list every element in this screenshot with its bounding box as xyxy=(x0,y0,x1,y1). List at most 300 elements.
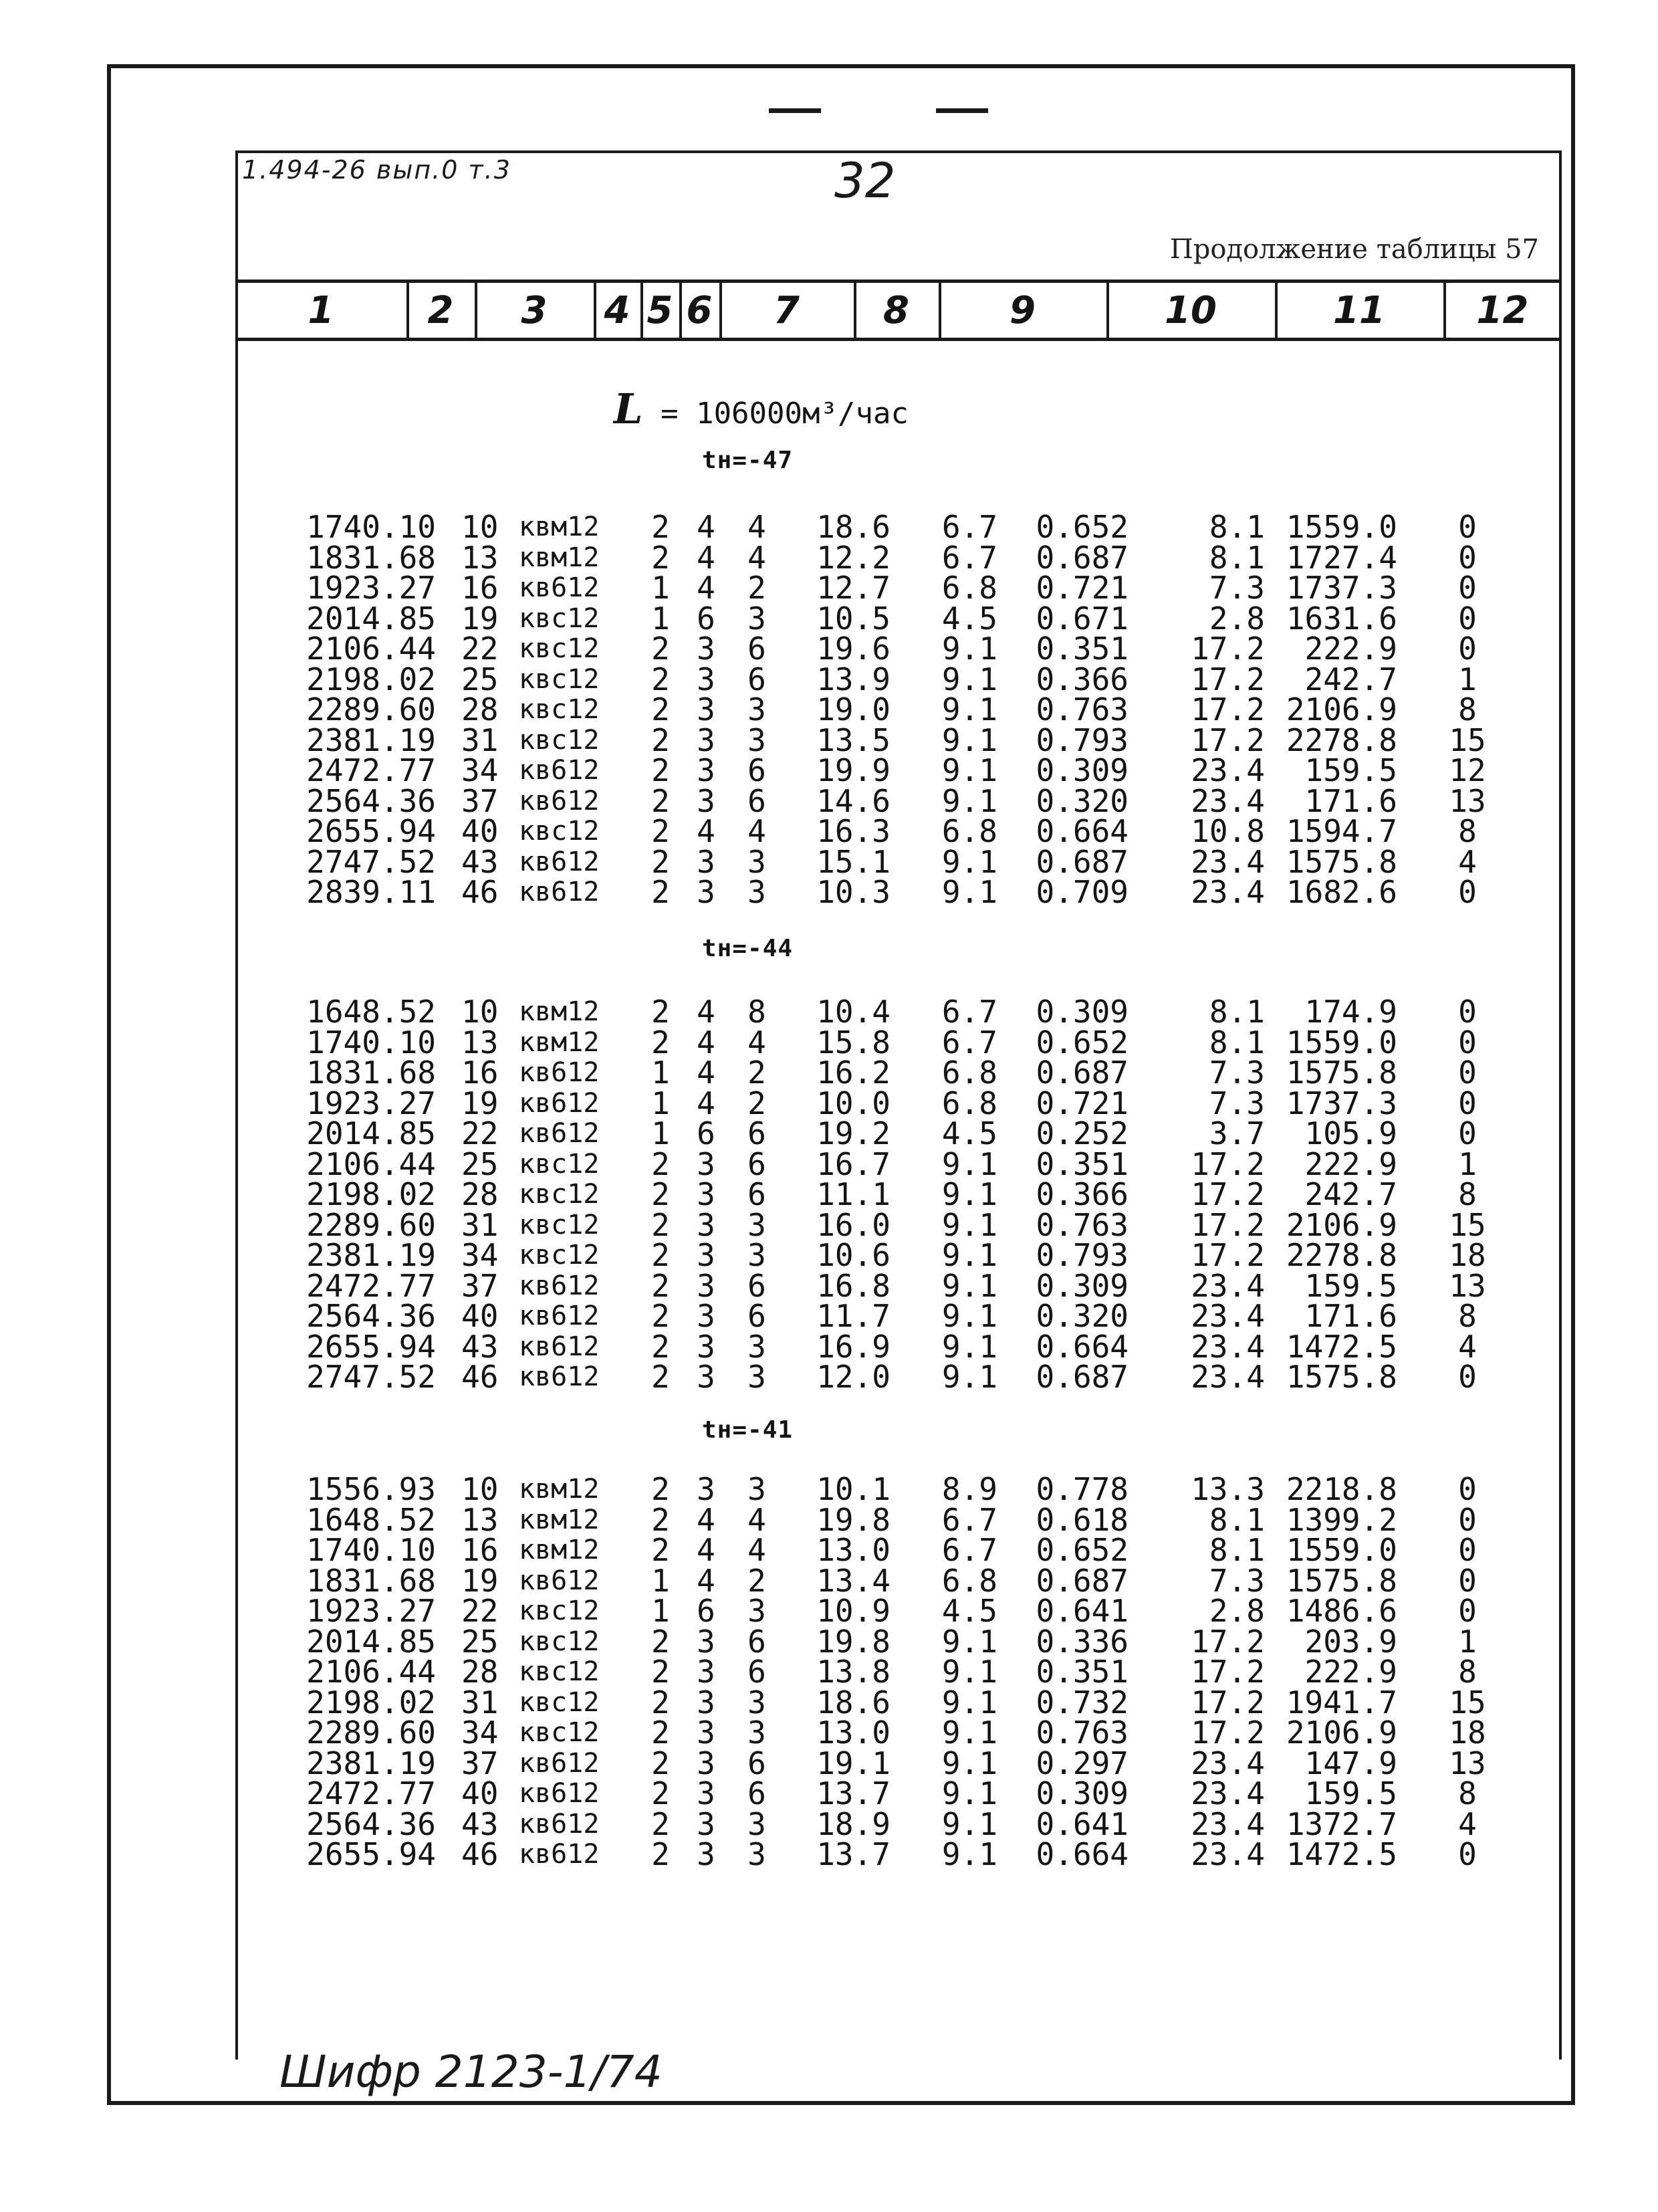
cell-col-8: 6.8 xyxy=(941,1085,997,1121)
cell-col-5: 6 xyxy=(697,1115,715,1151)
cell-col-2: 22 xyxy=(461,1115,499,1151)
cell-col-8: 9.1 xyxy=(941,1206,997,1243)
cell-col-11: 1631.6 xyxy=(1286,600,1397,637)
cell-col-4: 2 xyxy=(651,1684,670,1721)
cell-col-3: кв612 xyxy=(519,785,600,816)
table-row xyxy=(0,813,1658,849)
cell-col-7: 14.6 xyxy=(816,782,891,819)
cell-col-3: кв612 xyxy=(519,846,600,877)
cell-col-12: 0 xyxy=(1458,1471,1477,1507)
cell-col-2: 19 xyxy=(461,600,499,637)
cell-col-11: 159.5 xyxy=(1304,752,1397,788)
cell-col-8: 6.7 xyxy=(941,1024,997,1061)
cell-col-4: 2 xyxy=(651,1359,670,1395)
cell-col-5: 3 xyxy=(697,1805,715,1842)
cell-col-11: 2278.8 xyxy=(1286,1237,1397,1273)
cell-col-10: 17.2 xyxy=(1191,691,1265,728)
cell-col-7: 10.5 xyxy=(816,600,891,637)
section-heading: tн=-44 xyxy=(702,935,794,962)
cell-col-3: квс12 xyxy=(519,633,600,664)
cell-col-1: 1831.68 xyxy=(306,1055,436,1091)
cell-col-10: 7.3 xyxy=(1209,1055,1265,1091)
cell-col-11: 1682.6 xyxy=(1286,874,1397,910)
cell-col-7: 11.1 xyxy=(816,1176,891,1212)
cell-col-6: 3 xyxy=(747,1715,766,1751)
cell-col-3: кв612 xyxy=(519,1331,600,1362)
cell-col-2: 22 xyxy=(461,631,499,667)
cell-col-8: 9.1 xyxy=(941,1267,997,1304)
cell-col-12: 18 xyxy=(1449,1715,1486,1751)
cell-col-11: 1737.3 xyxy=(1286,570,1397,606)
table-row xyxy=(0,1775,1658,1811)
cell-col-9: 0.309 xyxy=(1036,1267,1129,1304)
cell-col-4: 2 xyxy=(651,1298,670,1334)
cell-col-8: 9.1 xyxy=(941,691,997,728)
cell-col-7: 10.6 xyxy=(816,1237,891,1273)
table-row xyxy=(0,782,1658,819)
cell-col-4: 2 xyxy=(651,1836,670,1872)
cell-col-12: 4 xyxy=(1458,1328,1477,1365)
cell-col-6: 4 xyxy=(747,1501,766,1538)
cell-col-8: 8.9 xyxy=(941,1471,997,1507)
cell-col-7: 16.9 xyxy=(816,1328,891,1365)
cell-col-1: 2472.77 xyxy=(306,1775,436,1811)
cell-col-8: 9.1 xyxy=(941,1654,997,1690)
cell-col-12: 8 xyxy=(1458,1298,1477,1334)
cell-col-7: 13.7 xyxy=(816,1836,891,1872)
cell-col-8: 9.1 xyxy=(941,1836,997,1872)
cell-col-1: 2839.11 xyxy=(306,874,436,910)
cell-col-3: квм12 xyxy=(519,1504,600,1535)
column-number-11: 11 xyxy=(1333,288,1385,332)
cell-col-7: 13.4 xyxy=(816,1562,891,1599)
cell-col-10: 3.7 xyxy=(1209,1115,1265,1151)
column-number-12: 12 xyxy=(1476,288,1529,332)
cell-col-4: 2 xyxy=(651,1024,670,1061)
cell-col-11: 222.9 xyxy=(1304,631,1397,667)
cell-col-12: 0 xyxy=(1458,1532,1477,1568)
cell-col-1: 1740.10 xyxy=(306,1024,436,1061)
cell-col-8: 6.7 xyxy=(941,539,997,576)
cell-col-12: 0 xyxy=(1458,874,1477,910)
cell-col-5: 4 xyxy=(697,509,715,545)
cell-col-4: 2 xyxy=(651,1237,670,1273)
cell-col-9: 0.320 xyxy=(1036,1298,1129,1334)
cell-col-5: 3 xyxy=(697,1267,715,1304)
cell-col-6: 3 xyxy=(747,843,766,880)
cell-col-1: 1740.10 xyxy=(306,509,436,545)
cell-col-5: 3 xyxy=(697,1298,715,1334)
cell-col-1: 2014.85 xyxy=(306,600,436,637)
cell-col-7: 12.7 xyxy=(816,570,891,606)
cell-col-5: 6 xyxy=(697,1593,715,1629)
cell-col-8: 4.5 xyxy=(941,1115,997,1151)
cell-col-1: 2198.02 xyxy=(306,661,436,697)
cell-col-3: квс12 xyxy=(519,724,600,756)
cell-col-7: 16.2 xyxy=(816,1055,891,1091)
cell-col-9: 0.351 xyxy=(1036,1654,1129,1690)
page-number: 32 xyxy=(834,152,896,209)
cell-col-1: 1740.10 xyxy=(306,1532,436,1568)
cell-col-6: 8 xyxy=(747,994,766,1030)
cell-col-8: 9.1 xyxy=(941,1359,997,1395)
cell-col-11: 105.9 xyxy=(1304,1115,1397,1151)
cell-col-5: 3 xyxy=(697,843,715,880)
cell-col-2: 25 xyxy=(461,1145,499,1182)
formula-symbol: L xyxy=(614,384,643,433)
cell-col-3: квм12 xyxy=(519,1026,600,1058)
cell-col-5: 3 xyxy=(697,1654,715,1690)
cell-col-1: 2014.85 xyxy=(306,1623,436,1660)
cell-col-9: 0.687 xyxy=(1036,1359,1129,1395)
cell-col-4: 1 xyxy=(651,1593,670,1629)
cell-col-2: 19 xyxy=(461,1085,499,1121)
cell-col-9: 0.793 xyxy=(1036,722,1129,758)
cell-col-9: 0.297 xyxy=(1036,1745,1129,1781)
table-row xyxy=(0,1237,1658,1273)
table-row xyxy=(0,1328,1658,1365)
cell-col-7: 19.6 xyxy=(816,631,891,667)
cell-col-5: 3 xyxy=(697,874,715,910)
cell-col-1: 1923.27 xyxy=(306,570,436,606)
cell-col-6: 3 xyxy=(747,1328,766,1365)
cell-col-5: 3 xyxy=(697,1145,715,1182)
cell-col-3: квм12 xyxy=(519,996,600,1027)
cell-col-7: 19.1 xyxy=(816,1745,891,1781)
cell-col-3: квс12 xyxy=(519,1179,600,1210)
table-row xyxy=(0,1024,1658,1061)
cell-col-11: 1472.5 xyxy=(1286,1836,1397,1872)
cell-col-12: 0 xyxy=(1458,1501,1477,1538)
cell-col-8: 9.1 xyxy=(941,631,997,667)
cell-col-10: 8.1 xyxy=(1209,539,1265,576)
cell-col-2: 46 xyxy=(461,1836,499,1872)
cell-col-1: 2198.02 xyxy=(306,1176,436,1212)
table-row xyxy=(0,1085,1658,1121)
cell-col-5: 4 xyxy=(697,994,715,1030)
cell-col-6: 4 xyxy=(747,1532,766,1568)
cell-col-4: 2 xyxy=(651,1206,670,1243)
cell-col-12: 13 xyxy=(1449,782,1486,819)
cell-col-2: 37 xyxy=(461,1745,499,1781)
cell-col-5: 3 xyxy=(697,1206,715,1243)
table-row xyxy=(0,722,1658,758)
cell-col-7: 12.2 xyxy=(816,539,891,576)
cell-col-9: 0.687 xyxy=(1036,1055,1129,1091)
cell-col-10: 17.2 xyxy=(1191,661,1265,697)
cell-col-5: 3 xyxy=(697,631,715,667)
cell-col-10: 17.2 xyxy=(1191,1176,1265,1212)
table-row xyxy=(0,1623,1658,1660)
cell-col-2: 34 xyxy=(461,1715,499,1751)
cell-col-12: 8 xyxy=(1458,691,1477,728)
cell-col-10: 8.1 xyxy=(1209,1532,1265,1568)
cell-col-2: 46 xyxy=(461,1359,499,1395)
cell-col-12: 13 xyxy=(1449,1745,1486,1781)
cell-col-5: 3 xyxy=(697,1359,715,1395)
cell-col-1: 2106.44 xyxy=(306,1145,436,1182)
cell-col-12: 0 xyxy=(1458,1115,1477,1151)
table-row xyxy=(0,843,1658,880)
cell-col-10: 23.4 xyxy=(1191,1775,1265,1811)
cell-col-3: кв612 xyxy=(519,755,600,786)
cell-col-8: 4.5 xyxy=(941,1593,997,1629)
cell-col-5: 3 xyxy=(697,752,715,788)
table-row xyxy=(0,539,1658,576)
cell-col-10: 23.4 xyxy=(1191,874,1265,910)
cell-col-11: 1472.5 xyxy=(1286,1328,1397,1365)
cell-col-6: 6 xyxy=(747,1745,766,1781)
cell-col-6: 3 xyxy=(747,1593,766,1629)
cell-col-4: 2 xyxy=(651,631,670,667)
table-row xyxy=(0,1267,1658,1304)
cell-col-5: 3 xyxy=(697,1328,715,1365)
cell-col-1: 2381.19 xyxy=(306,1745,436,1781)
cell-col-5: 3 xyxy=(697,782,715,819)
cell-col-8: 9.1 xyxy=(941,1745,997,1781)
cell-col-10: 17.2 xyxy=(1191,1623,1265,1660)
cell-col-2: 10 xyxy=(461,1471,499,1507)
cell-col-9: 0.671 xyxy=(1036,600,1129,637)
cell-col-12: 0 xyxy=(1458,509,1477,545)
cell-col-2: 25 xyxy=(461,1623,499,1660)
cell-col-2: 28 xyxy=(461,1654,499,1690)
table-row xyxy=(0,1298,1658,1334)
cell-col-4: 2 xyxy=(651,1176,670,1212)
cell-col-2: 10 xyxy=(461,994,499,1030)
cell-col-9: 0.252 xyxy=(1036,1115,1129,1151)
table-row xyxy=(0,1745,1658,1781)
cell-col-3: кв612 xyxy=(519,1087,600,1119)
cell-col-7: 10.1 xyxy=(816,1471,891,1507)
cell-col-1: 2106.44 xyxy=(306,631,436,667)
cell-col-1: 1648.52 xyxy=(306,994,436,1030)
cell-col-9: 0.778 xyxy=(1036,1471,1129,1507)
cell-col-3: квс12 xyxy=(519,1148,600,1180)
cell-col-10: 8.1 xyxy=(1209,1024,1265,1061)
cell-col-10: 7.3 xyxy=(1209,1562,1265,1599)
column-number-header xyxy=(235,280,1562,341)
section-heading: tн=-41 xyxy=(702,1416,794,1444)
cell-col-7: 19.9 xyxy=(816,752,891,788)
cell-col-2: 40 xyxy=(461,813,499,849)
cell-col-4: 2 xyxy=(651,1654,670,1690)
cell-col-2: 10 xyxy=(461,509,499,545)
cell-col-11: 1559.0 xyxy=(1286,1024,1397,1061)
cell-col-4: 2 xyxy=(651,752,670,788)
cell-col-5: 3 xyxy=(697,661,715,697)
cell-col-7: 13.7 xyxy=(816,1775,891,1811)
cell-col-6: 6 xyxy=(747,1176,766,1212)
cell-col-7: 16.0 xyxy=(816,1206,891,1243)
cell-col-5: 4 xyxy=(697,1501,715,1538)
cell-col-9: 0.652 xyxy=(1036,1024,1129,1061)
cell-col-5: 4 xyxy=(697,1055,715,1091)
cell-col-6: 3 xyxy=(747,1471,766,1507)
cell-col-6: 6 xyxy=(747,631,766,667)
cell-col-3: квс12 xyxy=(519,1717,600,1748)
column-number-4: 4 xyxy=(604,288,630,332)
column-number-1: 1 xyxy=(308,288,334,332)
table-row xyxy=(0,509,1658,545)
cell-col-8: 9.1 xyxy=(941,843,997,880)
cell-col-4: 2 xyxy=(651,691,670,728)
cell-col-11: 1486.6 xyxy=(1286,1593,1397,1629)
cell-col-9: 0.309 xyxy=(1036,1775,1129,1811)
cell-col-3: кв612 xyxy=(519,1747,600,1779)
cell-col-12: 0 xyxy=(1458,994,1477,1030)
cell-col-6: 3 xyxy=(747,1206,766,1243)
cell-col-2: 37 xyxy=(461,1267,499,1304)
cell-col-10: 13.3 xyxy=(1191,1471,1265,1507)
cell-col-8: 6.8 xyxy=(941,1562,997,1599)
cell-col-3: квс12 xyxy=(519,1209,600,1240)
cell-col-5: 3 xyxy=(697,722,715,758)
top-dash-marks xyxy=(769,108,989,115)
cell-col-11: 242.7 xyxy=(1304,661,1397,697)
table-continuation-label: Продолжение таблицы 57 xyxy=(1169,234,1539,265)
table-row xyxy=(0,691,1658,728)
cell-col-12: 4 xyxy=(1458,843,1477,880)
cell-col-7: 15.8 xyxy=(816,1024,891,1061)
cell-col-12: 0 xyxy=(1458,539,1477,576)
cell-col-2: 31 xyxy=(461,722,499,758)
cell-col-5: 3 xyxy=(697,1684,715,1721)
cell-col-10: 17.2 xyxy=(1191,631,1265,667)
cell-col-3: квм12 xyxy=(519,1474,600,1505)
cell-col-10: 10.8 xyxy=(1191,813,1265,849)
cell-col-12: 8 xyxy=(1458,1775,1477,1811)
cell-col-12: 15 xyxy=(1449,1206,1486,1243)
cell-col-3: кв612 xyxy=(519,572,600,603)
cell-col-3: кв612 xyxy=(519,1361,600,1392)
cell-col-2: 40 xyxy=(461,1298,499,1334)
cell-col-10: 7.3 xyxy=(1209,1085,1265,1121)
table-row xyxy=(0,1805,1658,1842)
cell-col-1: 1923.27 xyxy=(306,1593,436,1629)
cell-col-1: 1648.52 xyxy=(306,1501,436,1538)
cell-col-6: 6 xyxy=(747,782,766,819)
cell-col-10: 8.1 xyxy=(1209,509,1265,545)
cell-col-5: 4 xyxy=(697,1085,715,1121)
cell-col-1: 1831.68 xyxy=(306,1562,436,1599)
cell-col-12: 18 xyxy=(1449,1237,1486,1273)
cell-col-5: 4 xyxy=(697,1562,715,1599)
cell-col-6: 4 xyxy=(747,1024,766,1061)
cell-col-5: 4 xyxy=(697,1024,715,1061)
cell-col-10: 23.4 xyxy=(1191,1298,1265,1334)
cell-col-12: 0 xyxy=(1458,1024,1477,1061)
cell-col-1: 2564.36 xyxy=(306,1805,436,1842)
cell-col-1: 2472.77 xyxy=(306,1267,436,1304)
cell-col-6: 6 xyxy=(747,661,766,697)
cell-col-1: 2289.60 xyxy=(306,1715,436,1751)
cell-col-4: 1 xyxy=(651,1115,670,1151)
cell-col-3: кв612 xyxy=(519,1057,600,1088)
cell-col-8: 9.1 xyxy=(941,1715,997,1751)
cell-col-9: 0.687 xyxy=(1036,1562,1129,1599)
cell-col-4: 2 xyxy=(651,539,670,576)
cell-col-1: 2289.60 xyxy=(306,691,436,728)
cell-col-11: 1372.7 xyxy=(1286,1805,1397,1842)
cell-col-7: 13.0 xyxy=(816,1532,891,1568)
cell-col-11: 171.6 xyxy=(1304,782,1397,819)
cell-col-7: 19.8 xyxy=(816,1623,891,1660)
cell-col-6: 3 xyxy=(747,600,766,637)
cell-col-4: 1 xyxy=(651,1562,670,1599)
cell-col-11: 1737.3 xyxy=(1286,1085,1397,1121)
cell-col-2: 19 xyxy=(461,1562,499,1599)
cell-col-6: 3 xyxy=(747,691,766,728)
cell-col-8: 9.1 xyxy=(941,752,997,788)
table-row xyxy=(0,1115,1658,1151)
cell-col-2: 43 xyxy=(461,1805,499,1842)
cell-col-5: 3 xyxy=(697,1775,715,1811)
cell-col-12: 0 xyxy=(1458,1593,1477,1629)
cell-col-6: 2 xyxy=(747,570,766,606)
cell-col-7: 12.0 xyxy=(816,1359,891,1395)
cell-col-10: 23.4 xyxy=(1191,1267,1265,1304)
cell-col-6: 4 xyxy=(747,813,766,849)
cell-col-12: 12 xyxy=(1449,752,1486,788)
cell-col-3: квс12 xyxy=(519,816,600,847)
airflow-formula xyxy=(614,384,909,433)
cell-col-9: 0.709 xyxy=(1036,874,1129,910)
cell-col-11: 1559.0 xyxy=(1286,1532,1397,1568)
cell-col-11: 159.5 xyxy=(1304,1267,1397,1304)
cell-col-10: 17.2 xyxy=(1191,1684,1265,1721)
cell-col-9: 0.721 xyxy=(1036,570,1129,606)
cell-col-6: 6 xyxy=(747,1623,766,1660)
cell-col-8: 4.5 xyxy=(941,600,997,637)
table-row xyxy=(0,1501,1658,1538)
table-row xyxy=(0,1593,1658,1629)
cell-col-3: квс12 xyxy=(519,1626,600,1657)
cell-col-10: 17.2 xyxy=(1191,1654,1265,1690)
cell-col-4: 2 xyxy=(651,843,670,880)
cell-col-12: 13 xyxy=(1449,1267,1486,1304)
cell-col-9: 0.763 xyxy=(1036,1715,1129,1751)
column-number-9: 9 xyxy=(1010,288,1036,332)
table-row xyxy=(0,600,1658,637)
cell-col-8: 9.1 xyxy=(941,874,997,910)
cell-col-9: 0.652 xyxy=(1036,1532,1129,1568)
cell-col-8: 9.1 xyxy=(941,1237,997,1273)
cell-col-4: 2 xyxy=(651,874,670,910)
table-row xyxy=(0,1471,1658,1507)
cell-col-10: 2.8 xyxy=(1209,1593,1265,1629)
cell-col-4: 2 xyxy=(651,509,670,545)
cell-col-11: 1594.7 xyxy=(1286,813,1397,849)
cell-col-3: квс12 xyxy=(519,1686,600,1718)
cell-col-1: 2381.19 xyxy=(306,1237,436,1273)
cell-col-11: 147.9 xyxy=(1304,1745,1397,1781)
cell-col-11: 2106.9 xyxy=(1286,1206,1397,1243)
cell-col-7: 13.0 xyxy=(816,1715,891,1751)
cell-col-10: 23.4 xyxy=(1191,1805,1265,1842)
cell-col-10: 23.4 xyxy=(1191,1836,1265,1872)
cell-col-12: 0 xyxy=(1458,1562,1477,1599)
cell-col-7: 13.8 xyxy=(816,1654,891,1690)
cell-col-6: 4 xyxy=(747,509,766,545)
cell-col-4: 2 xyxy=(651,1532,670,1568)
cell-col-4: 2 xyxy=(651,722,670,758)
cell-col-8: 9.1 xyxy=(941,1298,997,1334)
cell-col-4: 2 xyxy=(651,1715,670,1751)
cell-col-4: 2 xyxy=(651,1775,670,1811)
cell-col-5: 3 xyxy=(697,1715,715,1751)
cell-col-11: 2106.9 xyxy=(1286,691,1397,728)
